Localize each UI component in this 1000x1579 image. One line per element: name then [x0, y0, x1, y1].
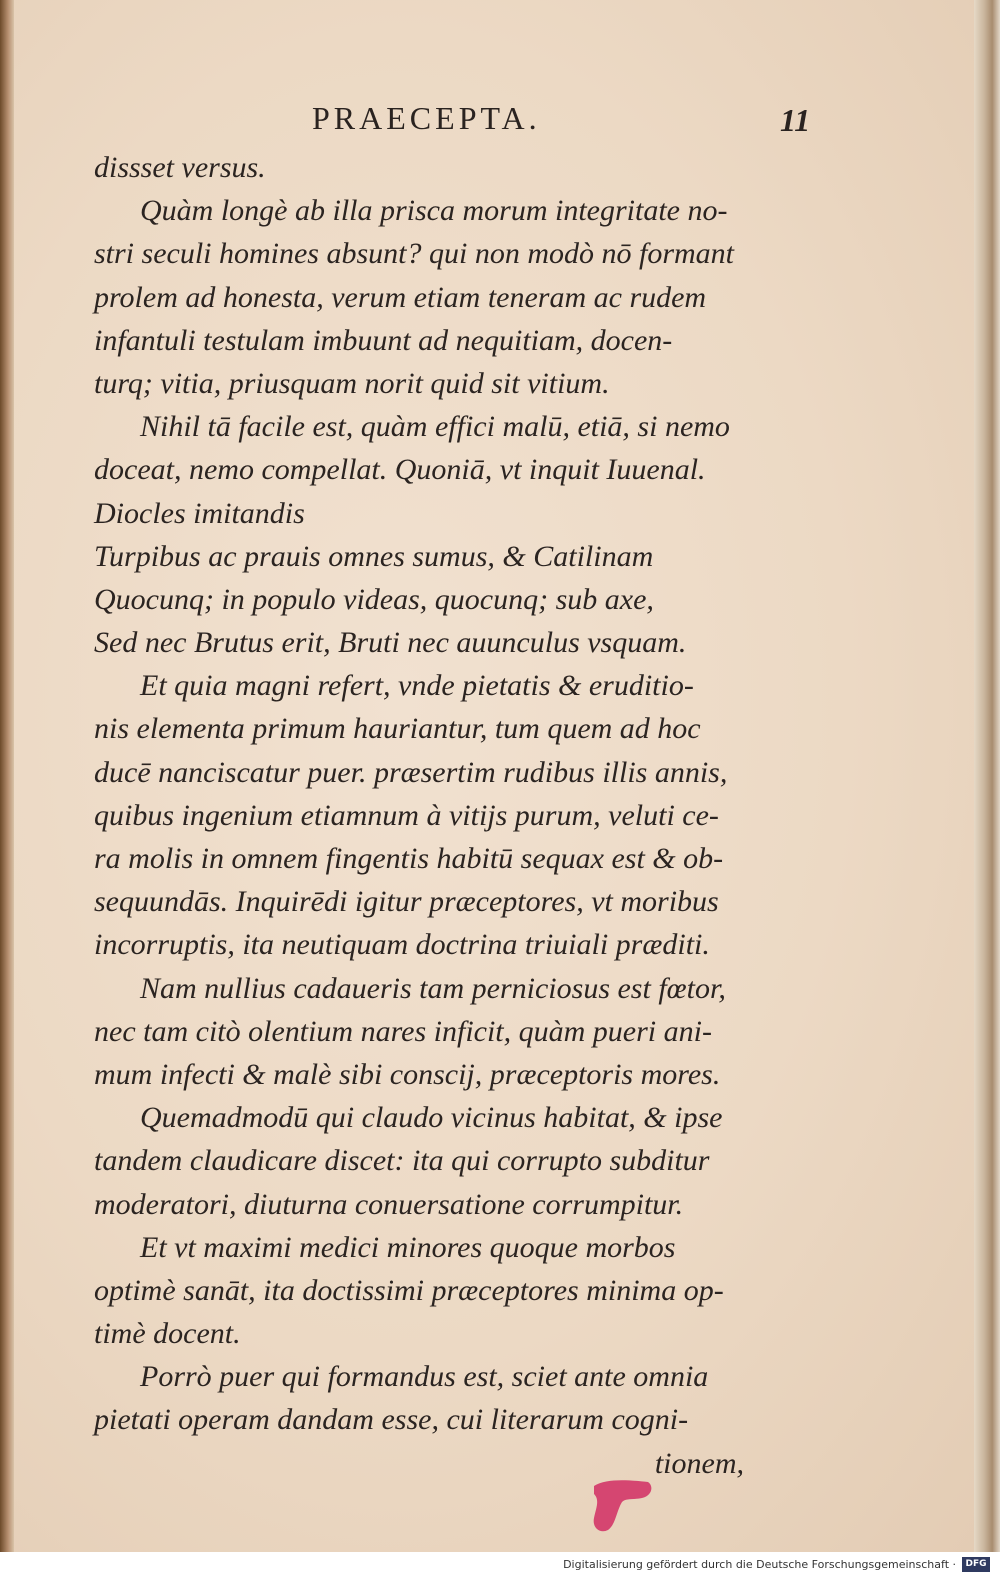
text-line: tandem claudicare discet: ita qui corrupto subditur [94, 1144, 710, 1178]
text-line: turq; vitia, priusquam norit quid sit vitium. [94, 366, 610, 400]
text-line: nis elementa primum hauriantur, tum quem ad hoc [94, 712, 701, 746]
text-line: incorruptis, ita neutiquam doctrina triuiali præditi. [94, 928, 710, 962]
text-line: ra molis in omnem fingentis habitū sequax est & ob- [94, 842, 724, 875]
text-line: Quocunq; in populo videas, quocunq; sub axe, [94, 582, 654, 616]
text-line: mum infecti & malè sibi conscij, præceptoris mores. [94, 1057, 721, 1091]
text-line: sequundās. Inquirēdi igitur præceptores, vt moribus [94, 885, 719, 919]
binding-edge [0, 0, 14, 1552]
text-line: prolem ad honesta, verum etiam teneram ac rudem [94, 280, 707, 314]
text-line: Porrò puer qui formandus est, sciet ante omnia [140, 1360, 709, 1394]
text-line: Diocles imitandis [94, 496, 305, 530]
book-page [14, 0, 976, 1552]
text-line: timè docent. [94, 1317, 241, 1351]
text-line: Quàm longè ab illa prisca morum integritate no- [140, 194, 728, 228]
text-line: infantuli testulam imbuunt ad nequitiam, docen- [94, 323, 673, 357]
text-line: Nam nullius cadaueris tam perniciosus est fœtor, [140, 971, 726, 1005]
text-line: nec tam citò olentium nares inficit, quàm pueri ani- [94, 1014, 712, 1048]
text-line: doceat, nemo compellat. Quoniā, vt inquit Iuuenal. [94, 453, 706, 487]
text-line: Et vt maximi medici minores quoque morbos [140, 1230, 676, 1264]
text-line: stri seculi homines absunt? qui non modò nō formant [94, 237, 735, 271]
text-line: Turpibus ac prauis omnes sumus, & Catilinam [94, 539, 654, 573]
text-line: Et quia magni refert, vnde pietatis & eruditio- [140, 669, 694, 703]
dfg-logo: DFG [962, 1557, 990, 1572]
body-text [94, 146, 774, 1485]
text-line: moderatori, diuturna conuersatione corrumpitur. [94, 1187, 684, 1221]
catchword: tionem, [654, 1446, 744, 1480]
running-head: PRAECEPTA. [312, 100, 541, 136]
text-line: optimè sanāt, ita doctissimi præceptores minima op- [94, 1273, 724, 1307]
text-line: Quemadmodū qui claudo vicinus habitat, & ipse [140, 1101, 723, 1135]
page-stack-edge [974, 0, 1000, 1552]
text-line: ducē nanciscatur puer. præsertim rudibus illis annis, [94, 755, 728, 789]
funding-credit: Digitalisierung gefördert durch die Deutsche Forschungsgemeinschaft · [563, 1558, 956, 1571]
page-header [312, 100, 811, 150]
library-stamp-mark [586, 1472, 656, 1536]
text-line: Nihil tā facile est, quàm effici malū, etiā, si nemo [140, 410, 730, 444]
digitization-footer [0, 1552, 1000, 1579]
text-line: Sed nec Brutus erit, Bruti nec auunculus vsquam. [94, 626, 687, 660]
page-number: 11 [780, 102, 811, 138]
text-line: quibus ingenium etiamnum à vitijs purum, veluti ce- [94, 798, 719, 832]
text-line: pietati operam dandam esse, cui literarum cogni- [94, 1403, 689, 1437]
text-line: dissset versus. [94, 151, 266, 184]
